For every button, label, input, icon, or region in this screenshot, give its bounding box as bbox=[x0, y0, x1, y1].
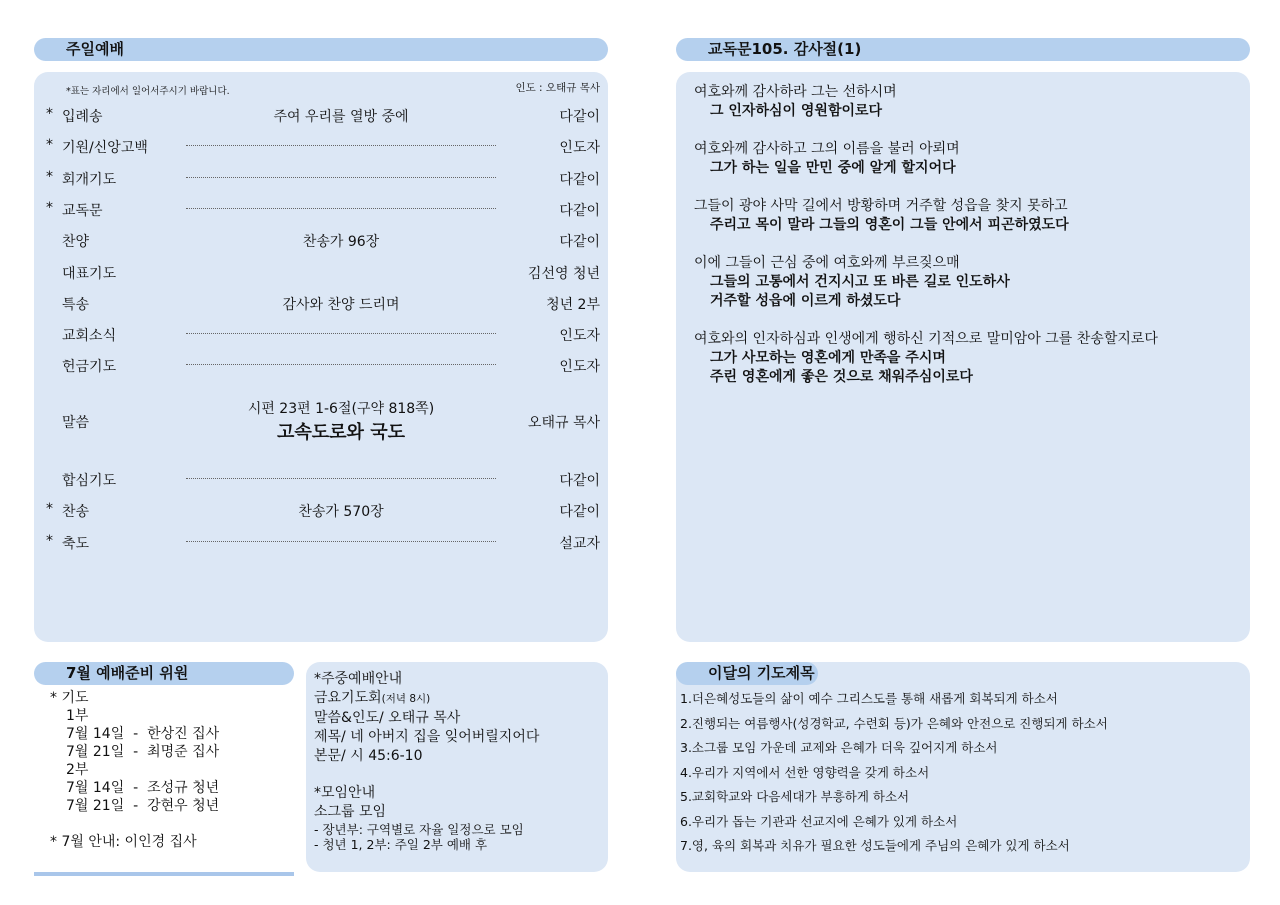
committee-title: 7월 예배준비 위원 bbox=[66, 664, 189, 682]
prayer-item: 2.진행되는 여름행사(성경학교, 수련회 등)가 은혜와 안전으로 진행되게 하소서 bbox=[680, 715, 1108, 731]
order-leader: 다같이 bbox=[559, 109, 600, 125]
order-leader: 인도자 bbox=[559, 140, 600, 157]
order-label: 합심기도 bbox=[62, 473, 117, 489]
order-row bbox=[34, 466, 608, 490]
meeting-line: - 장년부: 구역별로 자율 일정으로 모임 bbox=[314, 822, 524, 837]
prayer-item: 1.더은혜성도들의 삶이 예수 그리스도를 통해 새롭게 회복되게 하소서 bbox=[680, 691, 1058, 706]
service-leader: 인도 : 오태규 목사 bbox=[515, 82, 600, 94]
verse-leader-line: 여호와의 인자하심과 인생에게 행하신 기적으로 말미암아 그를 찬송할지로다 bbox=[694, 331, 1158, 347]
leader-dots bbox=[186, 333, 496, 334]
sermon-row bbox=[34, 398, 608, 448]
order-leader: 청년 2부 bbox=[546, 296, 600, 313]
order-row bbox=[34, 321, 608, 345]
worship-title: 주일예배 bbox=[66, 40, 124, 58]
responsive-reading-panel bbox=[676, 72, 1250, 642]
order-leader: 설교자 bbox=[559, 535, 600, 552]
midweek-heading: *주중예배안내 bbox=[314, 671, 403, 687]
sermon-title: 고속도로와 국도 bbox=[277, 422, 405, 443]
order-leader: 다같이 bbox=[559, 473, 600, 489]
verse-response-line: 거주할 성읍에 이르게 하셨도다 bbox=[710, 293, 901, 309]
order-label: 기원/신앙고백 bbox=[62, 140, 148, 157]
standing-mark: * bbox=[46, 532, 53, 549]
worship-header bbox=[34, 38, 608, 61]
order-label: 회개기도 bbox=[62, 171, 117, 188]
order-detail: 감사와 찬양 드리며 bbox=[282, 296, 400, 313]
order-label: 특송 bbox=[62, 296, 90, 313]
order-leader: 다같이 bbox=[559, 504, 600, 521]
midweek-preacher: 말씀&인도/ 오태규 목사 bbox=[314, 710, 461, 726]
committee-header bbox=[34, 662, 294, 685]
prayer-list bbox=[680, 687, 1246, 859]
committee-line: 7월 14일 - 한상진 집사 bbox=[66, 726, 220, 742]
verse-response-line: 그가 사모하는 영혼에게 만족을 주시며 bbox=[710, 350, 946, 366]
order-row bbox=[34, 102, 608, 126]
order-row bbox=[34, 133, 608, 157]
committee-line: * 기도 bbox=[50, 690, 89, 706]
midweek-text: 본문/ 시 45:6-10 bbox=[314, 748, 423, 764]
order-leader: 김선영 청년 bbox=[527, 265, 600, 282]
order-detail: 찬송가 570장 bbox=[298, 504, 384, 521]
order-leader: 다같이 bbox=[559, 202, 600, 219]
worship-panel bbox=[34, 72, 608, 642]
verse-block bbox=[694, 83, 1240, 121]
committee-line: 7월 14일 - 조성규 청년 bbox=[66, 780, 220, 796]
leader-dots bbox=[186, 364, 496, 365]
sermon-ref: 시편 23편 1-6절(구약 818쪽) bbox=[247, 401, 435, 417]
committee-line: 2부 bbox=[66, 762, 89, 778]
order-leader: 인도자 bbox=[559, 359, 600, 376]
verse-response-line: 주리고 목이 말라 그들의 영혼이 그들 안에서 피곤하였도다 bbox=[710, 217, 1069, 233]
verse-leader-line: 그들이 광야 사막 길에서 방황하며 거주할 성읍을 찾지 못하고 bbox=[694, 198, 1068, 214]
order-leader: 다같이 bbox=[559, 171, 600, 188]
order-row bbox=[34, 165, 608, 189]
committee-rule bbox=[34, 872, 294, 876]
leader-dots bbox=[186, 478, 496, 479]
order-label: 교회소식 bbox=[62, 328, 117, 345]
midweek-sermon-title: 제목/ 네 아버지 집을 잊어버릴지어다 bbox=[314, 729, 540, 745]
prayer-item: 4.우리가 지역에서 선한 영향력을 갖게 하소서 bbox=[680, 764, 930, 780]
order-row bbox=[34, 529, 608, 553]
sermon-label: 말씀 bbox=[62, 415, 90, 431]
committee-list bbox=[50, 689, 294, 851]
order-row bbox=[34, 497, 608, 521]
order-label: 입례송 bbox=[62, 109, 103, 125]
leader-dots bbox=[186, 541, 496, 542]
verse-leader-line: 이에 그들이 근심 중에 여호와께 부르짖으매 bbox=[694, 255, 960, 271]
verse-response-line: 그들의 고통에서 건지시고 또 바른 길로 인도하사 bbox=[710, 274, 1010, 290]
committee-line bbox=[50, 815, 294, 833]
committee-line: 7월 21일 - 강현우 청년 bbox=[66, 798, 220, 814]
friday-prayer-time: (저녁 8시) bbox=[381, 693, 431, 705]
standing-mark: * bbox=[46, 501, 53, 518]
committee-line: * 7월 안내: 이인경 집사 bbox=[50, 834, 197, 850]
committee-line: 1부 bbox=[66, 708, 89, 724]
friday-prayer-label: 금요기도회 bbox=[314, 690, 382, 706]
verses bbox=[694, 83, 1240, 406]
standing-mark: * bbox=[46, 168, 53, 185]
order-detail: 찬송가 96장 bbox=[302, 234, 380, 251]
prayer-item: 3.소그룹 모임 가운데 교제와 은혜가 더욱 깊어지게 하소서 bbox=[680, 740, 998, 755]
standing-mark: * bbox=[46, 199, 53, 216]
verse-block bbox=[694, 140, 1240, 178]
verse-leader-line: 여호와께 감사하고 그의 이름을 불러 아뢰며 bbox=[694, 141, 960, 157]
responsive-reading-title: 교독문105. 감사절(1) bbox=[708, 40, 862, 58]
order-row bbox=[34, 352, 608, 376]
order-leader: 다같이 bbox=[559, 234, 600, 251]
verse-block bbox=[694, 330, 1240, 387]
verse-response-line: 그가 하는 일을 만민 중에 알게 할지어다 bbox=[710, 160, 956, 176]
leader-dots bbox=[186, 208, 496, 209]
meeting-heading: *모임안내 bbox=[314, 785, 376, 801]
prayer-panel bbox=[676, 662, 1250, 872]
midweek-panel bbox=[306, 662, 608, 872]
verse-block bbox=[694, 197, 1240, 235]
verse-response-line: 그 인자하심이 영원함이로다 bbox=[710, 103, 883, 119]
prayer-item: 6.우리가 돕는 기관과 선교지에 은혜가 있게 하소서 bbox=[680, 813, 958, 829]
committee-line: 7월 21일 - 최명준 집사 bbox=[66, 744, 220, 760]
order-label: 찬양 bbox=[62, 234, 90, 251]
friday-prayer bbox=[314, 689, 602, 709]
verse-leader-line: 여호와께 감사하라 그는 선하시며 bbox=[694, 84, 897, 100]
order-label: 대표기도 bbox=[62, 265, 117, 282]
prayer-item: 5.교회학교와 다음세대가 부흥하게 하소서 bbox=[680, 789, 910, 804]
standing-note: *표는 자리에서 일어서주시기 바랍니다. bbox=[66, 86, 230, 97]
order-label: 찬송 bbox=[62, 504, 90, 521]
order-row bbox=[34, 196, 608, 220]
sermon-preacher: 오태규 목사 bbox=[527, 415, 600, 431]
responsive-reading-header bbox=[676, 38, 1250, 61]
standing-mark: * bbox=[46, 106, 53, 122]
verse-block bbox=[694, 254, 1240, 311]
meeting-line: - 청년 1, 2부: 주일 2부 예배 후 bbox=[314, 837, 488, 852]
leader-dots bbox=[186, 177, 496, 178]
leader-dots bbox=[186, 145, 496, 146]
verse-response-line: 주린 영혼에게 좋은 것으로 채워주심이로다 bbox=[710, 369, 973, 385]
prayer-title: 이달의 기도제목 bbox=[708, 664, 815, 682]
order-label: 축도 bbox=[62, 535, 90, 552]
order-row bbox=[34, 259, 608, 283]
prayer-item: 7.영, 육의 회복과 치유가 필요한 성도들에게 주님의 은혜가 있게 하소서 bbox=[680, 838, 1070, 853]
order-row bbox=[34, 290, 608, 314]
order-leader: 인도자 bbox=[559, 328, 600, 345]
standing-mark: * bbox=[46, 137, 53, 154]
meeting-name: 소그룹 모임 bbox=[314, 804, 387, 820]
order-row bbox=[34, 227, 608, 251]
order-detail: 주여 우리를 열방 중에 bbox=[273, 109, 409, 125]
prayer-header bbox=[676, 662, 818, 685]
order-label: 헌금기도 bbox=[62, 359, 117, 376]
order-label: 교독문 bbox=[62, 202, 103, 219]
